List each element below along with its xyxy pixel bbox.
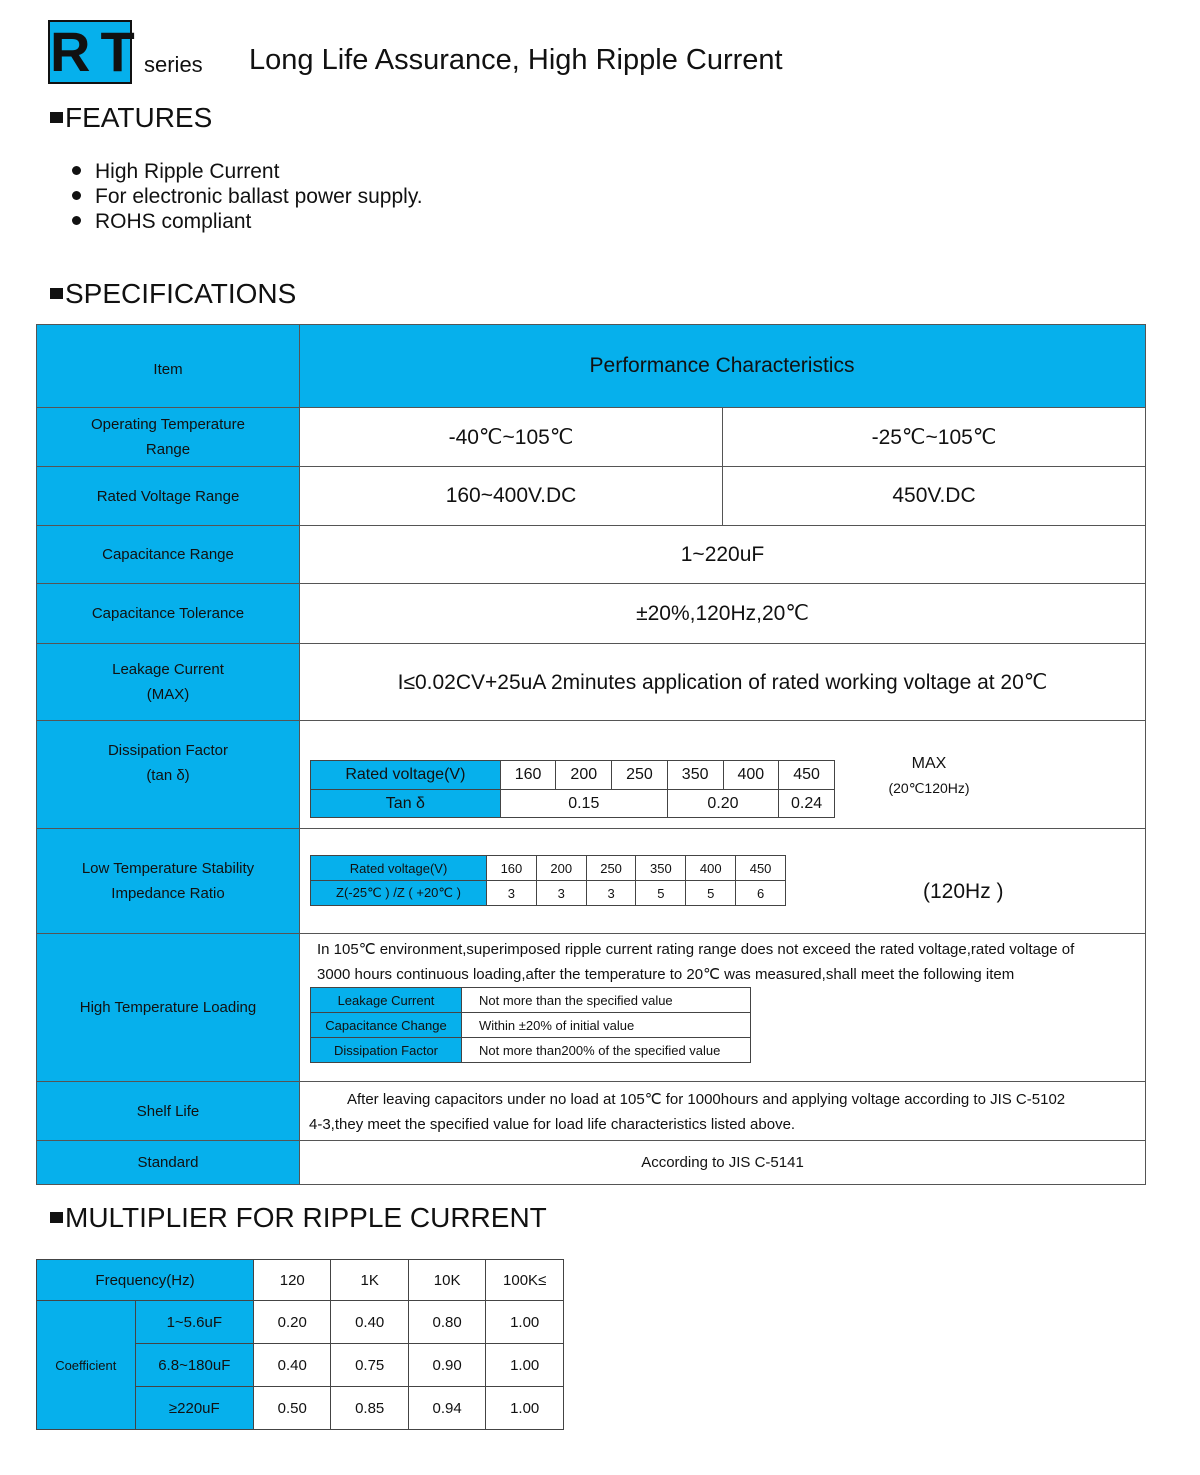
feature-item: ROHS compliant xyxy=(72,210,251,234)
operating-temp-value-b: -25℃~105℃ xyxy=(871,425,997,449)
dissipation-factor-label: Dissipation Factor (tan δ) xyxy=(107,741,229,784)
coefficient-cell: 0.85 xyxy=(331,1387,408,1430)
frequency-header: Frequency(Hz) xyxy=(37,1260,254,1301)
lt-ratio-cell: 3 xyxy=(487,881,537,906)
lt-voltage-cell: 400 xyxy=(686,856,736,881)
df-voltage-cell: 200 xyxy=(556,761,612,790)
leakage-current-value: I≤0.02CV+25uA 2minutes application of rated working voltage at 20℃ xyxy=(397,670,1048,694)
ht-row-value: Within ±20% of initial value xyxy=(462,1013,751,1038)
df-voltage-cell: 350 xyxy=(667,761,723,790)
coefficient-cell: 0.75 xyxy=(331,1344,408,1387)
lt-rated-voltage-header: Rated voltage(V) xyxy=(311,856,487,881)
ht-row-name: Dissipation Factor xyxy=(311,1038,462,1063)
capacitance-range-cell: 1~5.6uF xyxy=(135,1301,253,1344)
bullet-icon xyxy=(72,191,81,200)
df-voltage-cell: 400 xyxy=(723,761,779,790)
ht-row-name: Capacitance Change xyxy=(311,1013,462,1038)
capacitance-range-value: 1~220uF xyxy=(680,542,765,566)
feature-item: High Ripple Current xyxy=(72,160,279,184)
coefficient-cell: 0.94 xyxy=(408,1387,485,1430)
frequency-cell: 1K xyxy=(331,1260,408,1301)
df-voltage-cell: 160 xyxy=(500,761,556,790)
lt-ratio-cell: 3 xyxy=(536,881,586,906)
specifications-table xyxy=(36,324,1146,1185)
col-performance-header: Performance Characteristics xyxy=(589,354,855,377)
coefficient-cell: 0.90 xyxy=(408,1344,485,1387)
shelf-life-label: Shelf Life xyxy=(136,1102,200,1120)
capacitance-tolerance-label: Capacitance Tolerance xyxy=(91,605,245,622)
col-item-header: Item xyxy=(153,360,183,378)
rated-voltage-value-a: 160~400V.DC xyxy=(445,484,577,507)
capacitance-range-cell: ≥220uF xyxy=(135,1387,253,1430)
bullet-icon xyxy=(72,166,81,175)
standard-label: Standard xyxy=(137,1154,199,1171)
df-note: MAX (20℃120Hz) xyxy=(888,755,970,796)
operating-temp-label: Operating Temperature Range xyxy=(91,416,245,458)
rated-voltage-label: Rated Voltage Range xyxy=(96,487,240,505)
low-temp-note: (120Hz ) xyxy=(923,880,1004,903)
coefficient-cell: 0.80 xyxy=(408,1301,485,1344)
coefficient-cell: 1.00 xyxy=(486,1387,564,1430)
lt-voltage-cell: 350 xyxy=(636,856,686,881)
operating-temp-value-a: -40℃~105℃ xyxy=(448,425,574,449)
high-temp-text: In 105℃ environment,superimposed ripple current rating range does not exceed the rated voltage,rated voltage of 3000 hours continuous loading,after the temperature to 20℃ was measured,shall meet the following item xyxy=(317,941,1075,983)
capacitance-tolerance-value: ±20%,120Hz,20℃ xyxy=(636,602,809,625)
lt-voltage-cell: 450 xyxy=(736,856,786,881)
lt-voltage-cell: 200 xyxy=(536,856,586,881)
capacitance-range-label: Capacitance Range xyxy=(102,546,234,563)
df-tan-cell: 0.15 xyxy=(500,790,667,818)
lt-voltage-cell: 250 xyxy=(586,856,636,881)
coefficient-cell: 0.50 xyxy=(254,1387,331,1430)
ht-row-name: Leakage Current xyxy=(311,988,462,1013)
feature-item: For electronic ballast power supply. xyxy=(72,185,423,209)
specifications-heading: SPECIFICATIONS xyxy=(50,278,296,310)
coefficient-cell: 0.40 xyxy=(254,1344,331,1387)
lt-ratio-cell: 3 xyxy=(586,881,636,906)
square-bullet-icon xyxy=(50,1212,63,1223)
rated-voltage-value-b: 450V.DC xyxy=(892,484,976,507)
lt-ratio-cell: 5 xyxy=(686,881,736,906)
df-tan-cell: 0.24 xyxy=(779,790,835,818)
ht-row-value: Not more than the specified value xyxy=(462,988,751,1013)
lt-ratio-header: Z(-25℃ ) /Z ( +20℃ ) xyxy=(311,881,487,906)
series-logo: RT xyxy=(50,20,145,83)
page-title: Long Life Assurance, High Ripple Current xyxy=(249,44,783,76)
capacitance-range-cell: 6.8~180uF xyxy=(135,1344,253,1387)
features-heading: FEATURES xyxy=(50,102,212,134)
lt-voltage-cell: 160 xyxy=(487,856,537,881)
shelf-life-text: After leaving capacitors under no load at 105℃ for 1000hours and applying voltage according to JIS C-5102 4-3,they meet the specified value for load life characteristics listed above. xyxy=(309,1091,1066,1133)
df-voltage-cell: 250 xyxy=(612,761,668,790)
lt-ratio-cell: 5 xyxy=(636,881,686,906)
standard-value: According to JIS C-5141 xyxy=(641,1154,804,1171)
frequency-cell: 10K xyxy=(408,1260,485,1301)
frequency-cell: 100K≤ xyxy=(486,1260,564,1301)
coefficient-cell: 0.20 xyxy=(254,1301,331,1344)
low-temp-label: Low Temperature Stability Impedance Ratio xyxy=(81,860,255,902)
square-bullet-icon xyxy=(50,112,63,123)
coefficient-cell: 1.00 xyxy=(486,1344,564,1387)
coefficient-cell: 1.00 xyxy=(486,1301,564,1344)
df-tan-cell: 0.20 xyxy=(667,790,778,818)
df-voltage-cell: 450 xyxy=(779,761,835,790)
coefficient-label: Coefficient xyxy=(37,1301,136,1430)
multiplier-heading: MULTIPLIER FOR RIPPLE CURRENT xyxy=(50,1202,547,1234)
coefficient-cell: 0.40 xyxy=(331,1301,408,1344)
high-temp-label: High Temperature Loading xyxy=(79,999,257,1016)
high-temp-table xyxy=(310,987,751,1063)
df-tan-header: Tan δ xyxy=(311,790,501,818)
bullet-icon xyxy=(72,216,81,225)
frequency-cell: 120 xyxy=(254,1260,331,1301)
low-temp-table xyxy=(310,855,786,906)
series-label: series xyxy=(144,52,203,77)
df-rated-voltage-header: Rated voltage(V) xyxy=(311,761,501,790)
dissipation-factor-table xyxy=(310,760,835,818)
ht-row-value: Not more than200% of the specified value xyxy=(462,1038,751,1063)
multiplier-table xyxy=(36,1259,564,1430)
square-bullet-icon xyxy=(50,288,63,299)
lt-ratio-cell: 6 xyxy=(736,881,786,906)
leakage-current-label: Leakage Current (MAX) xyxy=(112,661,224,703)
